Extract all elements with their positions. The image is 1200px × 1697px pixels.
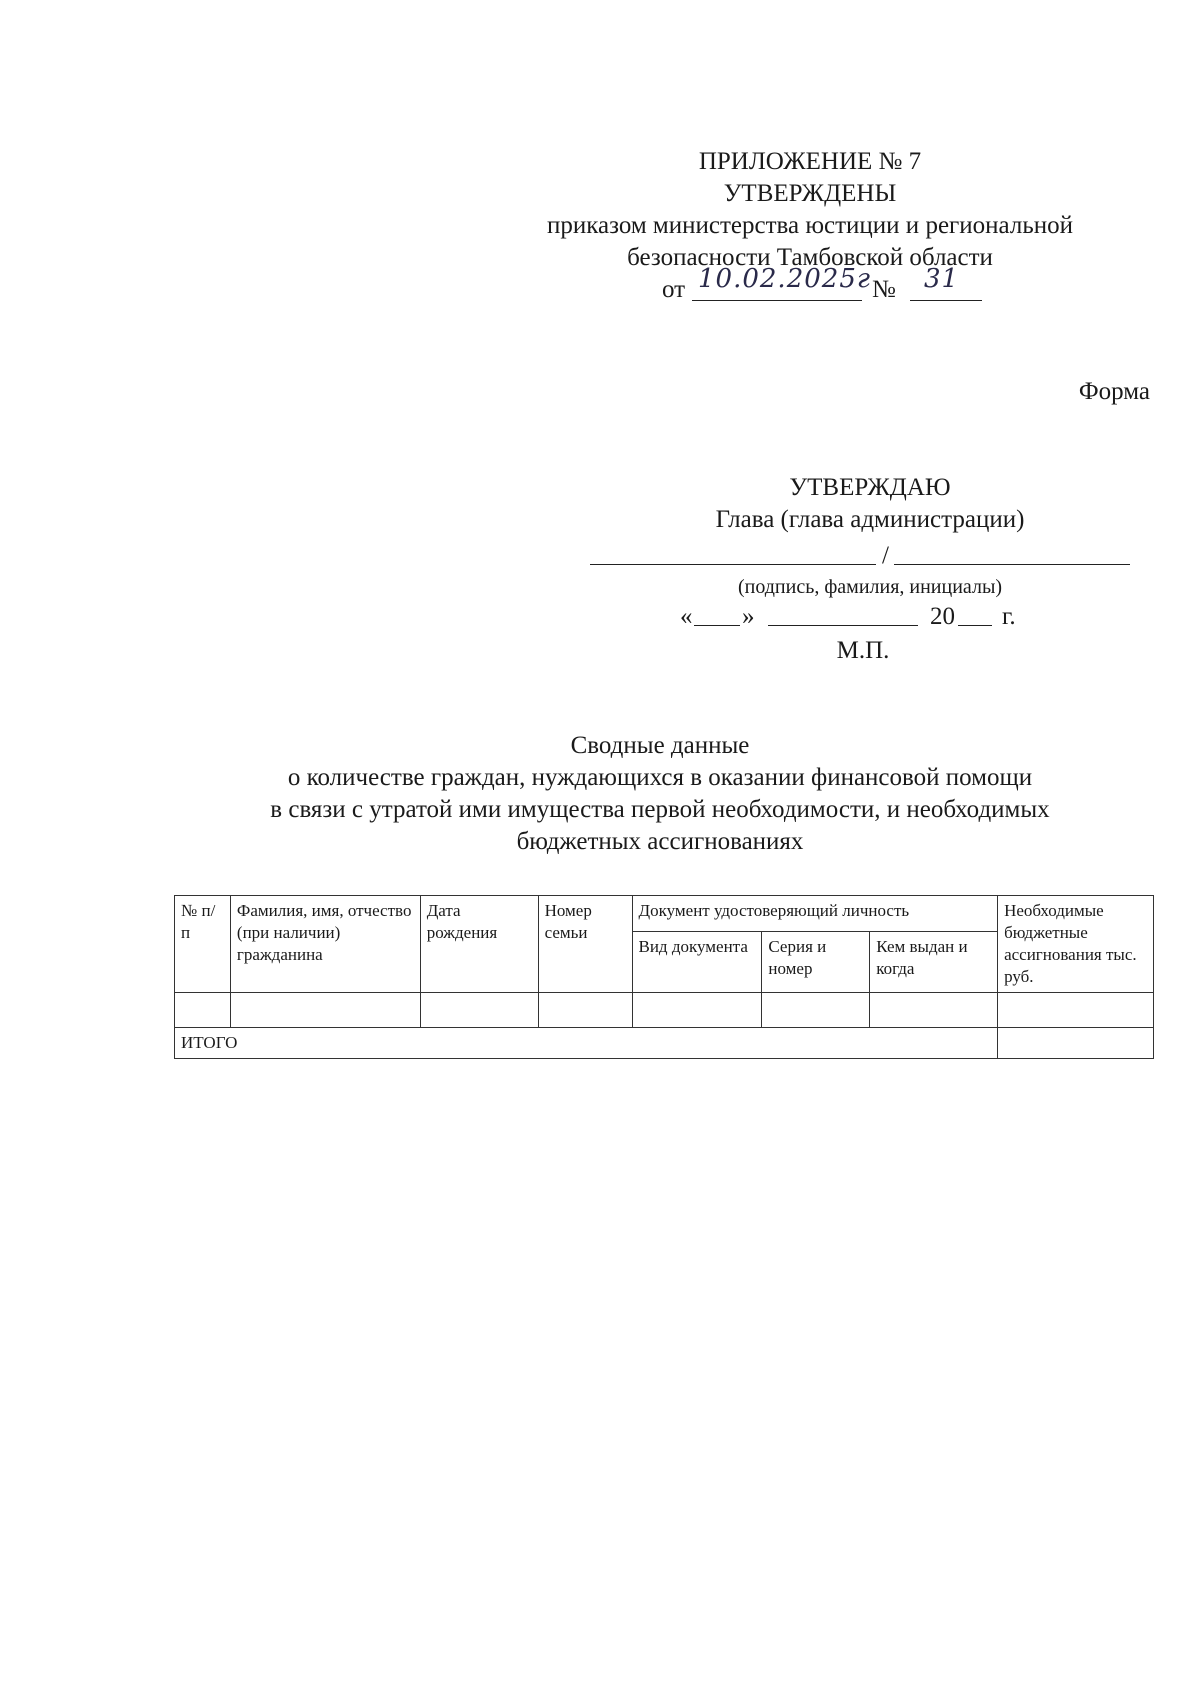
number-prefix: № [872, 276, 896, 303]
approve-title: УТВЕРЖДАЮ [789, 474, 951, 501]
summary-line3: в связи с утратой ими имущества первой необходимости, и необходимых [270, 796, 1050, 823]
year-line [958, 599, 992, 626]
cell [175, 993, 231, 1028]
header-doc-type: Вид документа [632, 931, 762, 992]
cell [870, 993, 998, 1028]
approve-position: Глава (глава администрации) [715, 506, 1025, 533]
number-handwritten: 31 [924, 264, 960, 294]
name-line [894, 538, 1130, 565]
header-name: Фамилия, имя, отчество (при наличии) гражданина [230, 896, 420, 993]
number-underline [910, 264, 982, 301]
summary-table [174, 895, 1154, 1059]
cell [998, 993, 1154, 1028]
cell [632, 993, 762, 1028]
header-document: Документ удостоверяющий личность [632, 896, 998, 932]
header-birth: Дата рождения [420, 896, 538, 993]
signature-caption: (подпись, фамилия, инициалы) [737, 576, 1003, 598]
form-label: Форма [1078, 378, 1150, 405]
year-prefix: 20 [930, 603, 955, 630]
appendix-date-row [500, 264, 1120, 308]
day-line [694, 599, 740, 626]
cell [420, 993, 538, 1028]
cell [762, 993, 870, 1028]
header-family: Номер семьи [538, 896, 632, 993]
total-value-cell [998, 1028, 1154, 1059]
summary-line1: Сводные данные [570, 732, 750, 759]
header-doc-issued: Кем выдан и когда [870, 931, 998, 992]
quote-open: « [680, 603, 693, 630]
signature-slash: / [882, 542, 889, 569]
total-label: ИТОГО [175, 1028, 998, 1059]
summary-title [160, 730, 1160, 858]
cell [538, 993, 632, 1028]
quote-close: » [742, 603, 755, 630]
signature-line [590, 538, 876, 565]
header-num: № п/п [175, 896, 231, 993]
appendix-approved: УТВЕРЖДЕНЫ [723, 180, 897, 207]
date-handwritten: 10.02.2025г [698, 264, 872, 294]
signature-row [590, 536, 1150, 576]
header-budget: Необходимые бюджетные ассигнования тыс. руб. [998, 896, 1154, 993]
appendix-order-line1: приказом министерства юстиции и региональной [546, 212, 1073, 239]
summary-line2: о количестве граждан, нуждающихся в оказании финансовой помощи [287, 764, 1033, 791]
approve-block [590, 472, 1150, 667]
appendix-order-line2: безопасности Тамбовской области [627, 244, 993, 271]
table-row [175, 993, 1154, 1028]
appendix-block [500, 146, 1120, 308]
date-fill-row [590, 599, 1150, 635]
header-doc-series: Серия и номер [762, 931, 870, 992]
stamp-label: М.П. [836, 637, 890, 664]
cell [230, 993, 420, 1028]
year-suffix: г. [1002, 603, 1016, 630]
summary-line4: бюджетных ассигнованиях [516, 828, 804, 855]
table-total-row [175, 1028, 1154, 1059]
date-underline [692, 264, 872, 301]
appendix-title: ПРИЛОЖЕНИЕ № 7 [698, 148, 922, 175]
table-header-row [175, 896, 1154, 932]
date-prefix: от [662, 276, 686, 303]
month-line [768, 599, 918, 626]
